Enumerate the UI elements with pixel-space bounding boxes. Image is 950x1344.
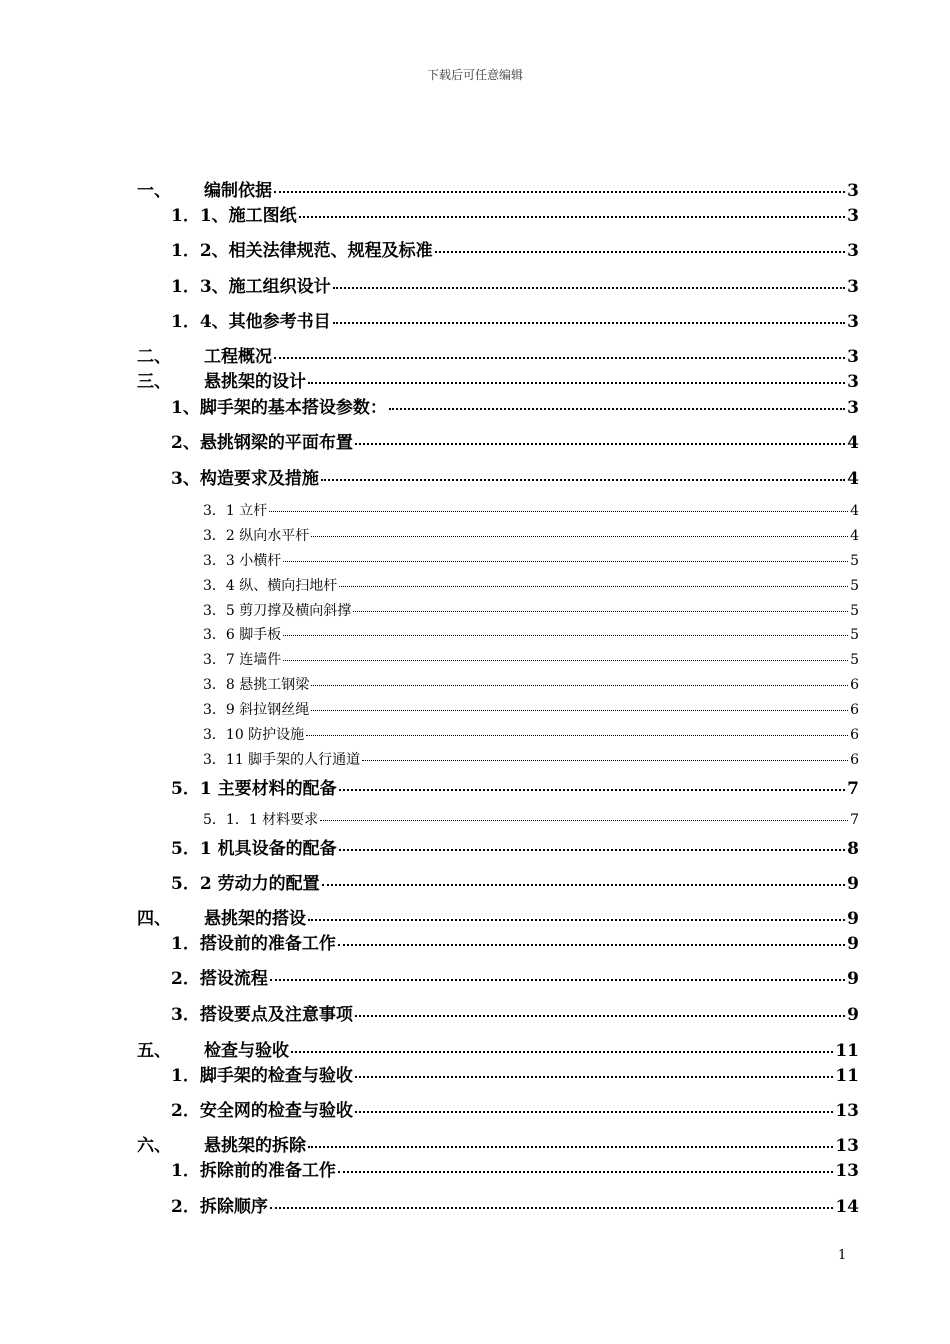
toc-leader-dots <box>355 1015 845 1017</box>
toc-entry[interactable] <box>171 1000 859 1025</box>
toc-leader-dots <box>353 611 848 612</box>
toc-entry-page: 5 <box>850 627 859 643</box>
toc-entry-title: 5．2 劳动力的配置 <box>171 874 320 894</box>
toc-entry-title: 2．拆除顺序 <box>171 1197 268 1217</box>
toc-entry-page: 6 <box>850 727 859 743</box>
toc-entry-page: 7 <box>847 779 859 799</box>
toc-entry-number: 四、 <box>137 909 171 929</box>
toc-entry-page: 3 <box>847 398 859 418</box>
toc-leader-dots <box>311 685 848 686</box>
toc-entry-page: 9 <box>847 909 859 929</box>
toc-leader-dots <box>274 357 845 359</box>
toc-leader-dots <box>355 1111 833 1113</box>
toc-entry-title: 3．4 纵、横向扫地杆 <box>203 578 338 594</box>
toc-entry-page: 7 <box>850 812 859 828</box>
toc-entry[interactable] <box>203 550 859 570</box>
toc-leader-dots <box>270 1207 833 1209</box>
toc-entry-page: 4 <box>850 503 859 519</box>
page-header: 下载后可任意编辑 <box>426 68 523 82</box>
toc-entry-number: 一、 <box>137 181 171 201</box>
toc-entry-title: 1．3、施工组织设计 <box>171 277 331 297</box>
toc-entry[interactable] <box>171 236 859 261</box>
toc-entry[interactable] <box>171 1192 859 1217</box>
toc-entry-page: 5 <box>850 578 859 594</box>
toc-entry[interactable] <box>171 1096 859 1121</box>
toc-entry-title: 悬挑架的搭设 <box>204 909 306 929</box>
toc-entry[interactable] <box>171 393 859 418</box>
toc-leader-dots <box>339 849 846 851</box>
toc-entry-title: 3．5 剪刀撑及横向斜撑 <box>203 603 352 619</box>
toc-leader-dots <box>311 536 848 537</box>
toc-entry-page: 4 <box>850 528 859 544</box>
toc-entry-title: 检查与验收 <box>204 1041 289 1061</box>
toc-entry[interactable] <box>171 774 859 799</box>
toc-entry-page: 3 <box>847 241 859 261</box>
toc-entry[interactable] <box>203 809 859 829</box>
toc-entry[interactable] <box>137 1131 859 1156</box>
toc-entry-title: 3．7 连墙件 <box>203 652 282 668</box>
toc-leader-dots <box>283 660 848 661</box>
toc-leader-dots <box>308 1146 833 1148</box>
toc-leader-dots <box>308 382 845 384</box>
toc-leader-dots <box>435 251 845 253</box>
toc-entry[interactable] <box>203 674 859 694</box>
toc-entry-title: 3．2 纵向水平杆 <box>203 528 310 544</box>
toc-leader-dots <box>311 710 848 711</box>
toc-entry[interactable] <box>137 176 859 201</box>
toc-entry[interactable] <box>171 834 859 859</box>
toc-entry-title: 2．搭设流程 <box>171 969 268 989</box>
toc-entry-page: 13 <box>835 1161 859 1181</box>
toc-entry[interactable] <box>171 1156 859 1181</box>
toc-entry-title: 3．3 小横杆 <box>203 553 282 569</box>
toc-entry-page: 9 <box>847 1005 859 1025</box>
toc-leader-dots <box>306 735 848 736</box>
toc-entry-page: 8 <box>847 839 859 859</box>
toc-leader-dots <box>269 511 848 512</box>
toc-leader-dots <box>362 760 848 761</box>
toc-entry-page: 3 <box>847 312 859 332</box>
toc-entry-page: 4 <box>847 433 859 453</box>
toc-entry-title: 5．1 机具设备的配备 <box>171 839 337 859</box>
toc-entry-title: 1．1、施工图纸 <box>171 206 297 226</box>
toc-entry[interactable] <box>203 699 859 719</box>
toc-entry-page: 11 <box>835 1066 859 1086</box>
toc-entry-title: 1、脚手架的基本搭设参数： <box>171 398 387 418</box>
toc-entry[interactable] <box>171 201 859 226</box>
toc-entry-page: 9 <box>847 874 859 894</box>
page-number: 1 <box>838 1248 847 1263</box>
toc-entry-page: 6 <box>850 752 859 768</box>
toc-entry[interactable] <box>203 649 859 669</box>
toc-entry-page: 3 <box>847 181 859 201</box>
toc-entry-title: 5．1．1 材料要求 <box>203 812 319 828</box>
toc-entry[interactable] <box>171 929 859 954</box>
toc-entry-title: 2、悬挑钢梁的平面布置 <box>171 433 353 453</box>
toc-leader-dots <box>321 479 845 481</box>
toc-entry-title: 1．4、其他参考书目 <box>171 312 331 332</box>
toc-leader-dots <box>291 1051 833 1053</box>
toc-entry[interactable] <box>203 749 859 769</box>
toc-leader-dots <box>338 1171 833 1173</box>
toc-leader-dots <box>299 216 845 218</box>
toc-entry-number: 三、 <box>137 372 171 392</box>
toc-entry-page: 3 <box>847 277 859 297</box>
toc-entry-title: 工程概况 <box>204 347 272 367</box>
toc-entry-title: 1．搭设前的准备工作 <box>171 934 336 954</box>
toc-entry-page: 5 <box>850 652 859 668</box>
toc-entry[interactable] <box>171 464 859 489</box>
toc-entry-title: 2．安全网的检查与验收 <box>171 1101 353 1121</box>
toc-entry[interactable] <box>203 724 859 744</box>
toc-entry-title: 3．搭设要点及注意事项 <box>171 1005 353 1025</box>
toc-entry-page: 3 <box>847 347 859 367</box>
toc-entry-page: 3 <box>847 206 859 226</box>
toc-leader-dots <box>320 820 848 821</box>
toc-entry-page: 3 <box>847 372 859 392</box>
toc-entry-page: 14 <box>835 1197 859 1217</box>
toc-entry-page: 9 <box>847 969 859 989</box>
toc-leader-dots <box>389 408 845 410</box>
toc-leader-dots <box>283 635 848 636</box>
toc-leader-dots <box>338 944 845 946</box>
toc-entry-page: 11 <box>835 1041 859 1061</box>
toc-entry-title: 悬挑架的拆除 <box>204 1136 306 1156</box>
toc-entry-title: 1．脚手架的检查与验收 <box>171 1066 353 1086</box>
toc-leader-dots <box>274 191 845 193</box>
toc-entry-page: 13 <box>835 1136 859 1156</box>
toc-entry-title: 1．2、相关法律规范、规程及标准 <box>171 241 433 261</box>
toc-entry[interactable] <box>203 600 859 620</box>
toc-entry-title: 悬挑架的设计 <box>204 372 306 392</box>
toc-entry-title: 5．1 主要材料的配备 <box>171 779 337 799</box>
toc-entry[interactable] <box>171 428 859 453</box>
toc-entry-title: 编制依据 <box>204 181 272 201</box>
toc-leader-dots <box>322 884 846 886</box>
toc-leader-dots <box>355 1076 833 1078</box>
toc-leader-dots <box>339 586 848 587</box>
toc-entry[interactable] <box>203 575 859 595</box>
toc-entry-number: 五、 <box>137 1041 171 1061</box>
toc-leader-dots <box>283 561 848 562</box>
toc-entry[interactable] <box>171 964 859 989</box>
toc-entry-title: 3、构造要求及措施 <box>171 469 319 489</box>
toc-entry-title: 3．8 悬挑工钢梁 <box>203 677 310 693</box>
toc-entry-title: 3．9 斜拉钢丝绳 <box>203 702 310 718</box>
toc-entry[interactable] <box>137 367 859 392</box>
toc-entry[interactable] <box>203 500 859 520</box>
toc-entry-number: 六、 <box>137 1136 171 1156</box>
toc-leader-dots <box>308 919 845 921</box>
toc-entry[interactable] <box>137 342 859 367</box>
toc-entry-page: 6 <box>850 702 859 718</box>
toc-entry-title: 3．1 立杆 <box>203 503 268 519</box>
toc-entry[interactable] <box>171 869 859 894</box>
toc-entry[interactable] <box>203 525 859 545</box>
toc-entry-title: 3．6 脚手板 <box>203 627 282 643</box>
toc-entry[interactable] <box>171 1061 859 1086</box>
toc-entry-title: 3．10 防护设施 <box>203 727 305 743</box>
toc-entry-page: 4 <box>847 469 859 489</box>
toc-leader-dots <box>333 287 845 289</box>
toc-leader-dots <box>355 443 845 445</box>
toc-leader-dots <box>339 789 846 791</box>
toc-entry-page: 9 <box>847 934 859 954</box>
toc-entry[interactable] <box>171 272 859 297</box>
toc-entry-number: 二、 <box>137 347 171 367</box>
toc-leader-dots <box>333 322 845 324</box>
toc-entry-page: 13 <box>835 1101 859 1121</box>
toc-entry-page: 5 <box>850 553 859 569</box>
toc-leader-dots <box>270 979 845 981</box>
toc-entry[interactable] <box>203 624 859 644</box>
toc-entry[interactable] <box>137 1036 859 1061</box>
toc-entry[interactable] <box>137 904 859 929</box>
toc-entry[interactable] <box>171 307 859 332</box>
toc-entry-title: 3．11 脚手架的人行通道 <box>203 752 361 768</box>
toc-entry-title: 1．拆除前的准备工作 <box>171 1161 336 1181</box>
toc-entry-page: 5 <box>850 603 859 619</box>
toc-entry-page: 6 <box>850 677 859 693</box>
